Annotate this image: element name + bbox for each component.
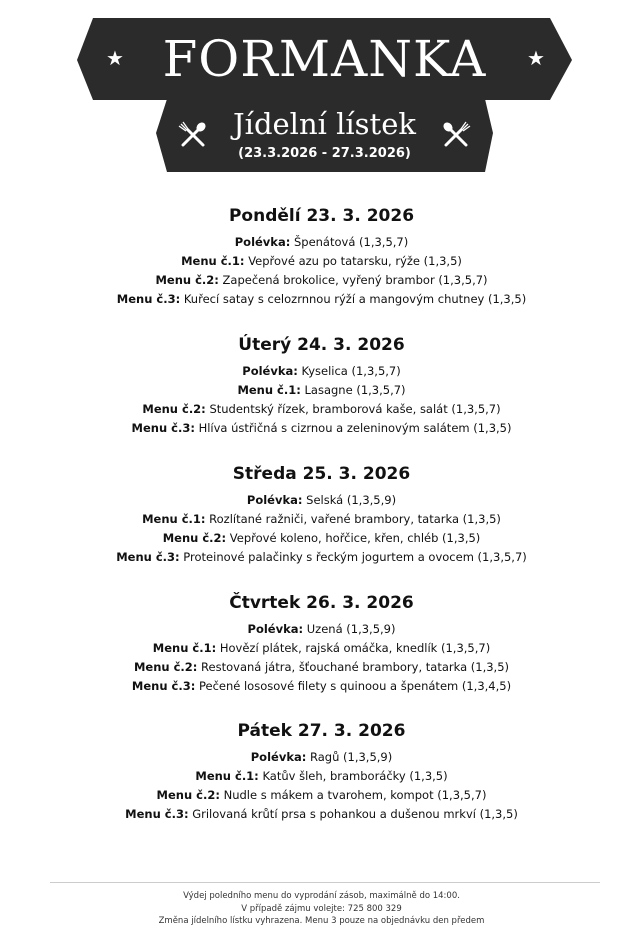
- menu-item-text: Proteinové palačinky s řeckým jogurtem a ovocem (1,3,5,7): [183, 550, 527, 564]
- menu-item: [0, 658, 643, 677]
- menu-item: [0, 233, 643, 252]
- menu-item-label: Menu č.2:: [155, 273, 219, 287]
- menu-item-label: Polévka:: [247, 622, 304, 636]
- menu-item: [0, 677, 643, 696]
- footer-contact: V případě zájmu volejte: 725 800 329: [241, 903, 402, 914]
- menu-item-label: Menu č.3:: [125, 807, 189, 821]
- fork-spoon-icon: [178, 120, 208, 150]
- star-icon: ★: [527, 46, 545, 70]
- menu-item: [0, 805, 643, 824]
- menu-item-label: Menu č.1:: [181, 254, 245, 268]
- menu-item-label: Polévka:: [242, 364, 298, 378]
- menu-item-text: Studentský řízek, bramborová kaše, salát (1,3,5,7): [209, 402, 501, 416]
- menu-item: [0, 548, 643, 567]
- menu-item-label: Menu č.3:: [116, 292, 181, 306]
- menu-item-label: Menu č.3:: [116, 550, 180, 564]
- menu-item-text: Grilovaná krůtí prsa s pohankou a dušenou mrkví (1,3,5): [192, 807, 518, 821]
- menu-item: [0, 639, 643, 658]
- menu-item: [0, 510, 643, 529]
- menu-item-label: Polévka:: [234, 235, 291, 249]
- footer-divider: [50, 882, 600, 883]
- menu-item-text: Nudle s mákem a tvarohem, kompot (1,3,5,7): [223, 788, 487, 802]
- day-heading: Čtvrtek 26. 3. 2026: [229, 593, 414, 613]
- day-section: [0, 720, 643, 824]
- date-range: (23.3.2026 - 27.3.2026): [238, 146, 411, 161]
- menu-item-text: Pečené lososové filety s quinoou a špenátem (1,3,4,5): [198, 679, 512, 693]
- menu-item-text: Kuřecí satay s celozrnnou rýží a mangovým chutney (1,3,5): [183, 292, 527, 306]
- star-icon: ★: [106, 46, 124, 70]
- menu-item: [0, 400, 643, 419]
- restaurant-title: FORMANKA: [162, 30, 487, 88]
- menu-item-text: Katův šleh, bramboráčky (1,3,5): [262, 769, 448, 783]
- menu-item-label: Menu č.2:: [142, 402, 206, 416]
- menu-item: [0, 362, 643, 381]
- menu-item: [0, 271, 643, 290]
- footer-disclaimer: Změna jídelního lístku vyhrazena. Menu 3 pouze na objednávku den předem: [158, 916, 485, 926]
- day-section: [0, 205, 643, 309]
- menu-item: [0, 748, 643, 767]
- menu-item-label: Polévka:: [246, 493, 303, 507]
- menu-item: [0, 529, 643, 548]
- menu-item-label: Menu č.2:: [133, 660, 198, 674]
- menu-item-label: Menu č.1:: [142, 512, 206, 526]
- menu-item: [0, 786, 643, 805]
- menu-item-label: Menu č.2:: [162, 531, 227, 545]
- menu-item: [0, 767, 643, 786]
- menu-item-text: Hlíva ústřičná s cizrnou a zeleninovým salátem (1,3,5): [198, 421, 512, 435]
- fork-spoon-icon: [441, 120, 471, 150]
- menu-item-text: Vepřové koleno, hořčice, křen, chléb (1,3,5): [229, 531, 481, 545]
- menu-item-label: Menu č.1:: [152, 641, 217, 655]
- menu-item: [0, 381, 643, 400]
- menu-item-label: Menu č.3:: [131, 679, 196, 693]
- day-section: [0, 463, 643, 567]
- menu-item-text: Uzená (1,3,5,9): [306, 622, 396, 636]
- day-section: [0, 334, 643, 438]
- footer: [0, 890, 643, 928]
- day-heading: Úterý 24. 3. 2026: [238, 335, 405, 355]
- day-heading: Pondělí 23. 3. 2026: [228, 206, 415, 226]
- menu-item: [0, 620, 643, 639]
- menu-item-text: Kyselica (1,3,5,7): [301, 364, 401, 378]
- menu-item-label: Polévka:: [250, 750, 307, 764]
- menu-item-text: Ragů (1,3,5,9): [309, 750, 393, 764]
- menu-item-text: Zapečená brokolice, vyřený brambor (1,3,5,7): [222, 273, 488, 287]
- menu-item: [0, 491, 643, 510]
- day-heading: Středa 25. 3. 2026: [232, 464, 411, 484]
- menu-item-text: Restovaná játra, šťouchané brambory, tatarka (1,3,5): [201, 660, 510, 674]
- menu-item-label: Menu č.3:: [131, 421, 195, 435]
- menu-subtitle: Jídelní lístek: [233, 107, 416, 141]
- menu-item-text: Selská (1,3,5,9): [306, 493, 397, 507]
- menu-item: [0, 252, 643, 271]
- day-heading: Pátek 27. 3. 2026: [237, 721, 406, 741]
- footer-serving-note: Výdej poledního menu do vyprodání zásob, maximálně do 14:00.: [183, 891, 460, 901]
- day-section: [0, 592, 643, 696]
- menu-item-label: Menu č.1:: [237, 383, 301, 397]
- menu-item: [0, 290, 643, 309]
- menu-item-text: Hovězí plátek, rajská omáčka, knedlík (1,3,5,7): [219, 641, 491, 655]
- menu-item-text: Špenátová (1,3,5,7): [293, 235, 409, 249]
- menu-item-text: Lasagne (1,3,5,7): [304, 383, 406, 397]
- menu-item: [0, 419, 643, 438]
- menu-item-text: Vepřové azu po tatarsku, rýže (1,3,5): [248, 254, 462, 268]
- menu-item-label: Menu č.2:: [156, 788, 220, 802]
- menu-item-text: Rozlítané ražniči, vařené brambory, tatarka (1,3,5): [209, 512, 501, 526]
- menu-item-label: Menu č.1:: [195, 769, 259, 783]
